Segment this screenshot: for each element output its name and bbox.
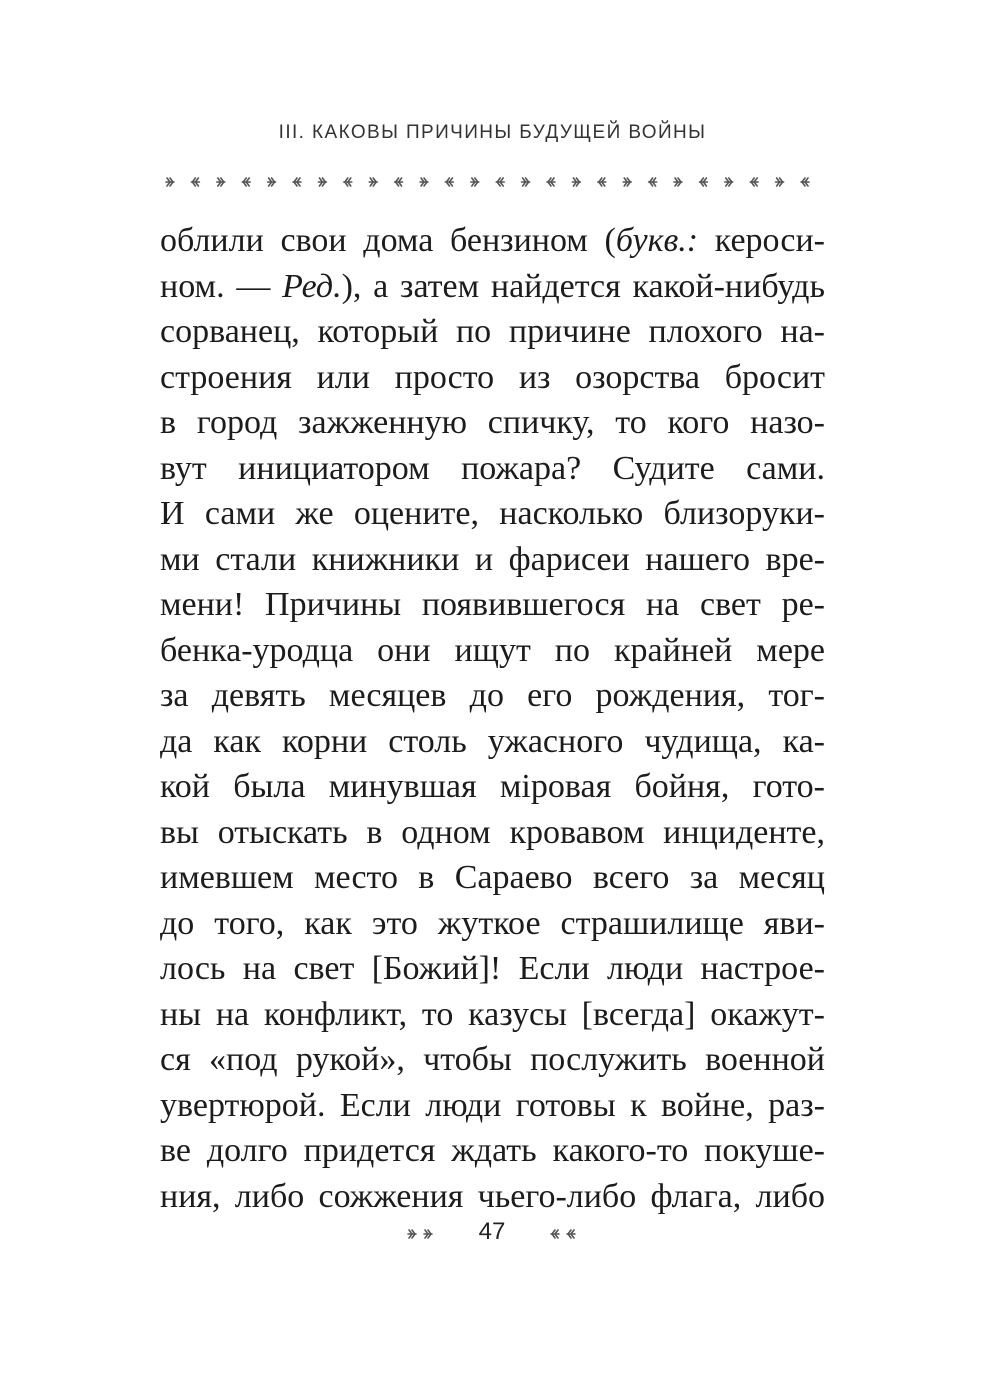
text-run: ми стали книжники и фарисеи нашего вре- — [160, 540, 825, 578]
page-footer — [0, 1218, 985, 1252]
text-line — [160, 673, 825, 719]
text-run: строения или просто из озорства бросит — [160, 358, 825, 396]
editorial-gloss: Ред. — [282, 267, 342, 305]
text-run: ся «под рукой», чтобы послужить военной — [160, 1041, 825, 1078]
text-run: ны на конфликт, то казусы [всегда] окажут- — [160, 995, 825, 1033]
text-line — [160, 309, 825, 355]
text-run: увертюрой. Если люди готовы к войне, раз- — [160, 1086, 825, 1124]
text-run: кой была минувшая мiровая бойня, гото- — [160, 768, 825, 805]
text-line — [160, 1174, 825, 1220]
text-run: в город зажженную спичку, то кого назо- — [160, 404, 825, 441]
main-text — [160, 218, 825, 1219]
text-line — [160, 264, 825, 310]
text-run: ве долго придется ждать какого-то покуше- — [160, 1132, 825, 1169]
text-line — [160, 1083, 825, 1129]
vine-sprig-icon — [400, 1224, 442, 1244]
text-run: мени! Причины появившегося на свет ре- — [160, 586, 825, 623]
text-line — [160, 491, 825, 537]
text-run: И сами же оцените, насколько близоруки- — [160, 495, 825, 532]
text-run: сорванец, который по причине плохого на- — [160, 313, 825, 350]
text-run: облили свои дома бензином ( — [160, 222, 616, 259]
vine-sprig-icon — [543, 1224, 585, 1244]
text-run: вут инициатором пожара? Судите сами. — [160, 449, 825, 487]
text-line — [160, 946, 825, 992]
text-line — [160, 628, 825, 674]
text-run: ном. — — [160, 267, 283, 305]
text-line — [160, 855, 825, 901]
vine-rule-icon — [160, 172, 830, 192]
text-run: за девять месяцев до его рождения, тог- — [160, 677, 825, 714]
text-line — [160, 1128, 825, 1174]
text-line — [160, 400, 825, 446]
text-line — [160, 992, 825, 1038]
text-run: вы отыскать в одном кровавом инциденте, — [160, 813, 825, 851]
text-line — [160, 355, 825, 401]
text-line — [160, 537, 825, 583]
text-line — [160, 218, 825, 264]
text-run: кероси- — [698, 222, 826, 259]
text-line — [160, 446, 825, 492]
page-number: 47 — [478, 1218, 506, 1245]
text-line — [160, 764, 825, 810]
text-line — [160, 719, 825, 765]
text-run: ), а затем найдется какой-нибудь — [341, 267, 825, 305]
text-line — [160, 582, 825, 628]
text-run: да как корни столь ужасного чудища, ка- — [160, 722, 825, 760]
text-run: бенка-уродца они ищут по крайней мере — [160, 631, 825, 669]
text-line — [160, 901, 825, 947]
text-run: до того, как это жуткое страшилище яви- — [160, 904, 825, 942]
text-run: ния, либо сожжения чьего-либо флага, либо — [160, 1177, 825, 1215]
running-head: III. КАКОВЫ ПРИЧИНЫ БУДУЩЕЙ ВОЙНЫ — [278, 122, 707, 143]
text-run: лось на свет [Божий]! Если люди настрое- — [160, 950, 825, 987]
text-line — [160, 810, 825, 856]
editorial-gloss: букв.: — [615, 222, 699, 259]
text-run: имевшем место в Сараево всего за месяц — [160, 859, 825, 896]
text-line — [160, 1037, 825, 1083]
